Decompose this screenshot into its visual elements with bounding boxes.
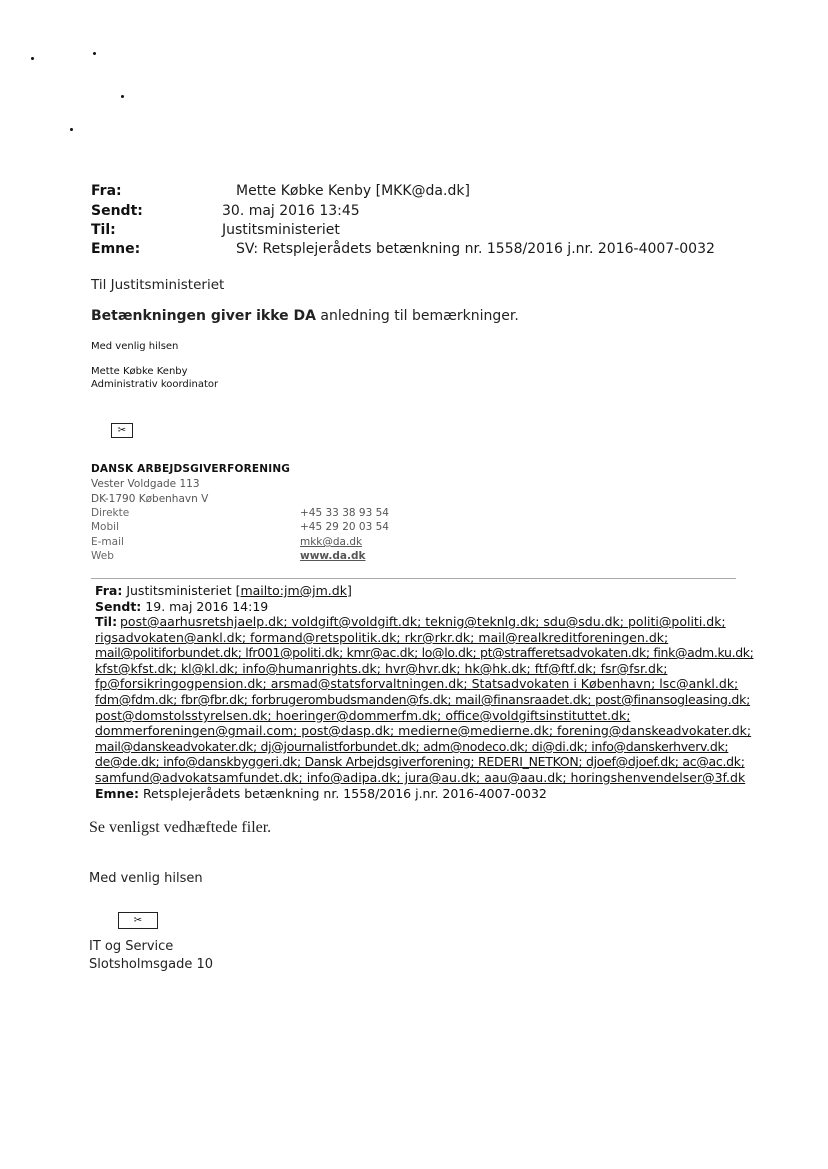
fwd-from [95, 583, 352, 598]
divider [91, 578, 736, 579]
recipient-line[interactable] [95, 723, 751, 738]
mobile-label: Mobil [91, 521, 119, 533]
direct-label: Direkte [91, 507, 130, 519]
subject-value: SV: Retsplejerådets betænkning nr. 1558/2016 j.nr. 2016-4007-0032 [236, 241, 715, 257]
recipient-line[interactable] [95, 676, 738, 691]
recipient-line[interactable] [95, 770, 745, 785]
sent-value: 30. maj 2016 13:45 [222, 203, 360, 219]
fwd-from-value: Justitsministeriet [126, 583, 232, 598]
from-label: Fra: [91, 183, 122, 199]
footer-dept: IT og Service [89, 939, 174, 954]
closing-2: Med venlig hilsen [89, 871, 203, 886]
message-rest: anledning til bemærkninger. [315, 308, 519, 324]
recipient-text[interactable]: rigsadvokaten@ankl.dk; formand@retspolitik.dk; rkr@rkr.dk; mail@realkreditforeningen.dk; [95, 630, 669, 645]
recipient-line[interactable] [95, 630, 668, 645]
mobile-value: +45 29 20 03 54 [300, 521, 389, 533]
address-line2: DK-1790 København V [91, 493, 209, 505]
message [91, 308, 519, 324]
sender-title: Administrativ koordinator [91, 379, 219, 390]
sent-label: Sendt: [91, 203, 143, 219]
scan-speck [70, 128, 73, 131]
recipient-text[interactable]: samfund@advokatsamfundet.dk; info@adipa.dk; jura@au.dk; aau@aau.dk; horingshenvendelser@3f.dk [95, 770, 746, 785]
address-line1: Vester Voldgade 113 [91, 478, 200, 490]
scan-speck [31, 57, 34, 60]
web-label: Web [91, 550, 114, 562]
attachment-note: Se venligst vedhæftede filer. [89, 819, 272, 836]
to-value: Justitsministeriet [222, 222, 340, 238]
recipient-line[interactable] [95, 708, 630, 723]
recipient-line[interactable] [95, 739, 728, 754]
fwd-sent-label: Sendt: [95, 599, 142, 614]
sender-name: Mette Købke Kenby [91, 366, 188, 377]
recipient-text[interactable]: dommerforeningen@gmail.com; post@dasp.dk; medierne@medierne.dk; forening@danskeadvokater.dk; [95, 723, 752, 738]
company-name: DANSK ARBEJDSGIVERFORENING [91, 463, 291, 475]
recipient-text[interactable]: fdm@fdm.dk; fbr@fbr.dk; forbrugerombudsmanden@fs.dk; mail@finansraadet.dk; post@finansogleasing.dk; [95, 692, 751, 707]
recipient-text[interactable]: mail@danskeadvokater.dk; dj@journalistforbundet.dk; adm@nodeco.dk; di@di.dk; info@danskerhverv.dk; [95, 739, 729, 754]
recipient-line[interactable] [120, 614, 726, 629]
broken-image-icon: ✂ [118, 912, 158, 929]
recipient-line[interactable] [95, 754, 745, 769]
fwd-subject [95, 786, 547, 801]
fwd-to-label-text: Til: [95, 614, 118, 629]
closing: Med venlig hilsen [91, 341, 179, 352]
fwd-mailto-link[interactable]: [mailto:jm@jm.dk] [235, 583, 352, 598]
scan-speck [93, 52, 96, 55]
email-label: E-mail [91, 536, 124, 548]
to-label: Til: [91, 222, 116, 238]
fwd-subject-value: Retsplejerådets betænkning nr. 1558/2016 j.nr. 2016-4007-0032 [142, 786, 547, 801]
recipient-text[interactable]: kfst@kfst.dk; kl@kl.dk; info@humanrights.dk; hvr@hvr.dk; hk@hk.dk; ftf@ftf.dk; fsr@fsr.dk; [95, 661, 668, 676]
recipient-text[interactable]: de@de.dk; info@danskbyggeri.dk; Dansk Arbejdsgiverforening; REDERI_NETKON; djoef@djoef.dk; ac@ac.dk; [95, 754, 745, 769]
recipient-line[interactable] [95, 645, 754, 660]
recipient-text[interactable]: mail@politiforbundet.dk; lfr001@politi.dk; kmr@ac.dk; lo@lo.dk; pt@strafferetsadvokaten.dk; fink@adm.ku.dk; [95, 645, 754, 660]
fwd-subject-label: Emne: [95, 786, 139, 801]
recipient-line[interactable] [95, 661, 667, 676]
fwd-sent-value: 19. maj 2016 14:19 [145, 599, 269, 614]
email-link[interactable]: mkk@da.dk [300, 536, 363, 548]
scan-speck [121, 95, 124, 98]
from-value: Mette Købke Kenby [MKK@da.dk] [236, 183, 470, 199]
fwd-sent [95, 599, 268, 614]
web-link[interactable]: www.da.dk [300, 550, 366, 562]
direct-value: +45 33 38 93 54 [300, 507, 389, 519]
recipient-text[interactable]: post@domstolsstyrelsen.dk; hoeringer@dommerfm.dk; office@voldgiftsinstituttet.dk; [95, 708, 631, 723]
footer-address: Slotsholmsgade 10 [89, 957, 214, 972]
subject-label: Emne: [91, 241, 141, 257]
recipient-text[interactable]: fp@forsikringogpension.dk; arsmad@statsforvaltningen.dk; Statsadvokaten i København; lsc@ankl.dk; [95, 676, 739, 691]
recipient-line[interactable] [95, 692, 750, 707]
broken-image-icon: ✂ [111, 423, 133, 438]
fwd-to-label [95, 614, 117, 629]
fwd-from-label: Fra: [95, 583, 123, 598]
greeting: Til Justitsministeriet [91, 277, 225, 293]
message-bold: Betænkningen giver ikke DA [91, 308, 316, 324]
recipient-text[interactable]: post@aarhusretshjaelp.dk; voldgift@voldgift.dk; teknig@teknlg.dk; sdu@sdu.dk; politi@politi.dk; [120, 614, 726, 629]
